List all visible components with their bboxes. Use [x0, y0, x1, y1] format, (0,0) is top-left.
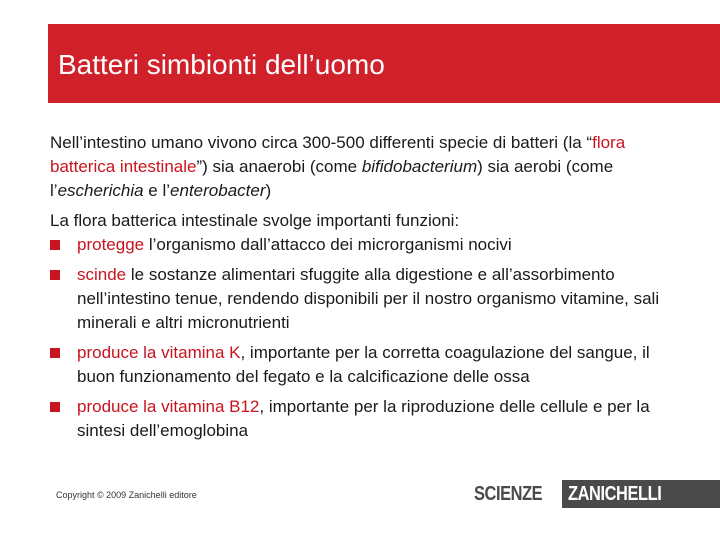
intro-paragraph [50, 131, 662, 203]
lead-paragraph: La flora batterica intestinale svolge importanti funzioni: [50, 211, 460, 230]
bullet-square-icon [50, 348, 60, 358]
slide-body [50, 131, 662, 449]
bullet-text: , importante per la riproduzione delle cellule e per la sintesi dell’emoglobina [77, 397, 650, 440]
list-item [50, 341, 662, 389]
logo-zanichelli: ZANICHELLI [568, 483, 662, 505]
function-list [50, 233, 662, 443]
bullet-keyword: protegge [77, 235, 145, 254]
publisher-logo [466, 480, 720, 508]
intro-italic-2: escherichia [57, 181, 144, 200]
bullet-text: le sostanze alimentari sfuggite alla digestione e all’assorbimento nell’intestino tenue, rendendo disponibili per il nostro organismo vitamine, sali minerali e altri micronutrienti [77, 265, 660, 332]
title-bar [48, 24, 720, 103]
intro-italic-1: bifidobacterium [361, 157, 478, 176]
list-item [50, 233, 662, 257]
logo-scienze: SCIENZE [474, 483, 543, 505]
bullet-text: , importante per la corretta coagulazione del sangue, il buon funzionamento del fegato e la calcificazione delle ossa [77, 343, 650, 386]
copyright-footer: Copyright © 2009 Zanichelli editore [56, 490, 197, 500]
bullet-square-icon [50, 270, 60, 280]
bullet-square-icon [50, 240, 60, 250]
bullet-keyword: scinde [77, 265, 127, 284]
bullet-keyword: produce la vitamina B12 [77, 397, 260, 416]
intro-highlight: flora batterica intestinale [50, 133, 626, 176]
list-item [50, 395, 662, 443]
bullet-text: l’organismo dall’attacco dei microrganismi nocivi [144, 235, 512, 254]
intro-text-4: e l’ [143, 181, 171, 200]
intro-text-1: Nell’intestino umano vivono circa 300-500 differenti specie di batteri (la “ [50, 133, 593, 152]
intro-text-5: ) [265, 181, 272, 200]
bullet-keyword: produce la vitamina K [77, 343, 241, 362]
logo-zanichelli-box [562, 480, 720, 508]
intro-italic-3: enterobacter [170, 181, 266, 200]
slide-title: Batteri simbionti dell’uomo [58, 49, 385, 80]
list-item [50, 263, 662, 335]
bullet-square-icon [50, 402, 60, 412]
intro-text-2: ”) sia anaerobi (come [196, 157, 362, 176]
intro-text-3: ) sia aerobi (come l’ [50, 157, 614, 200]
